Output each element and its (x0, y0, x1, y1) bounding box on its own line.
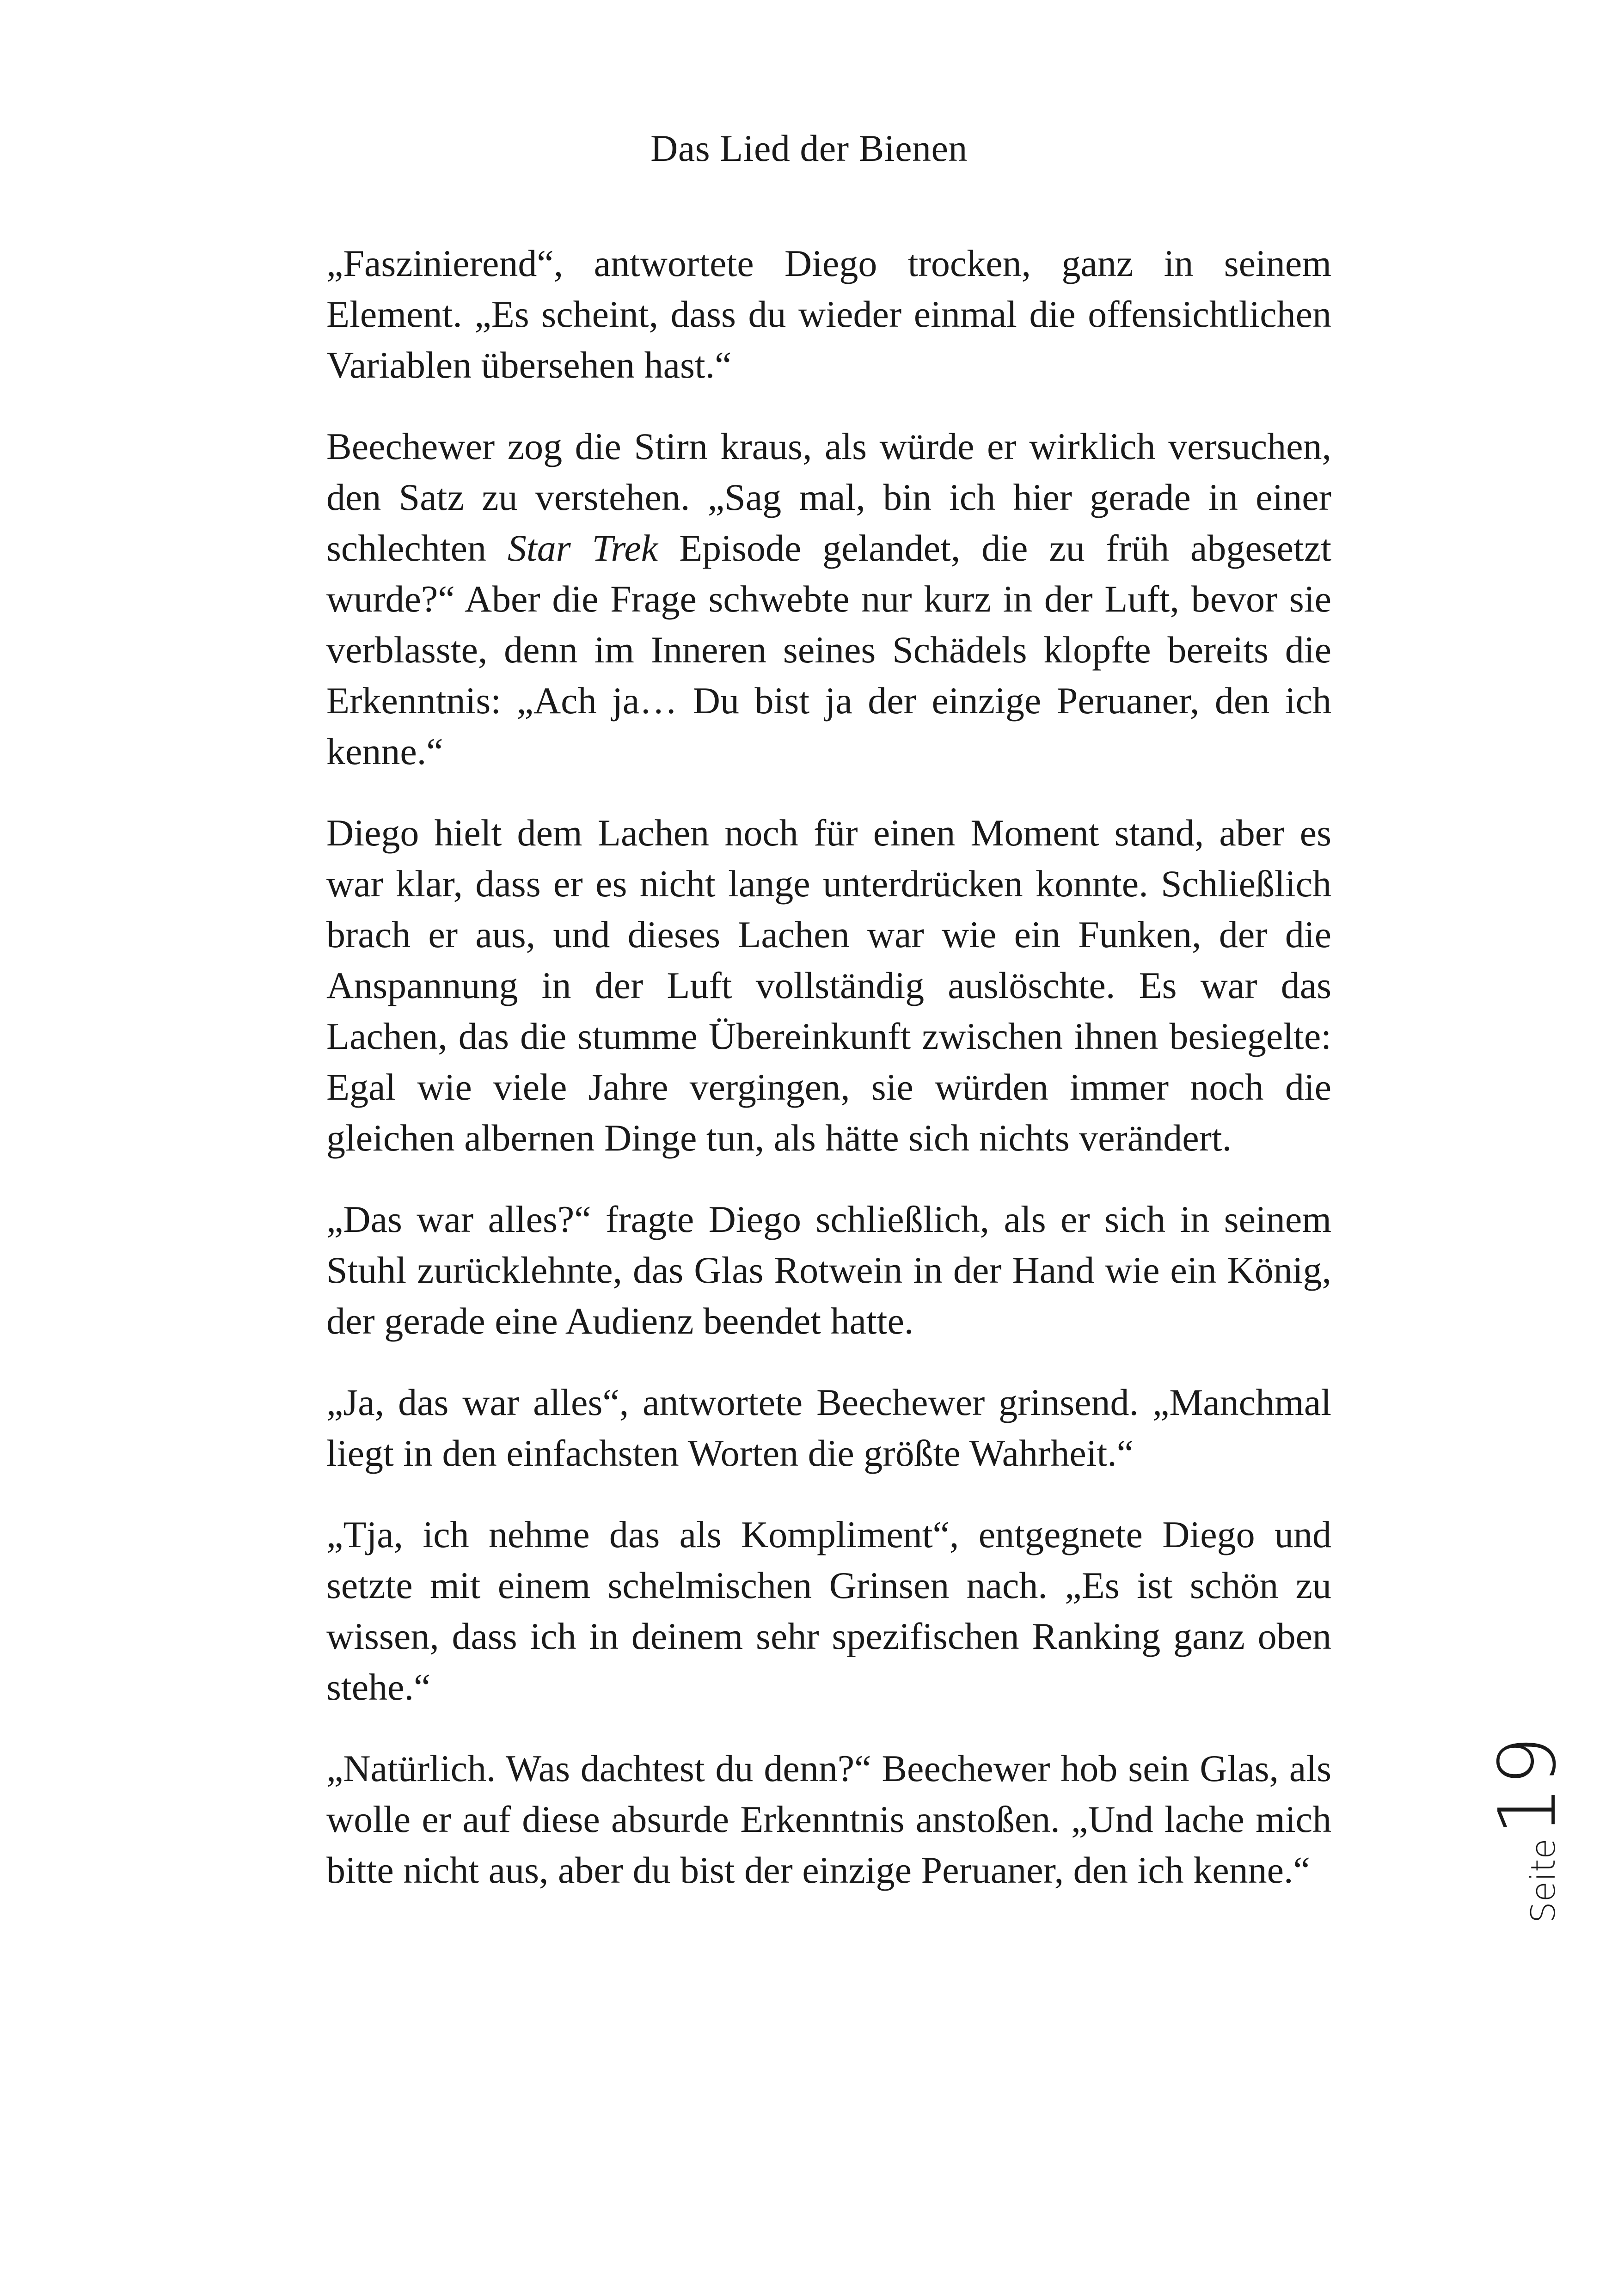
paragraph: Diego hielt dem Lachen noch für einen Moment stand, aber es war klar, dass er es nicht lange unterdrücken konnte. Schließlich brach er aus, und dieses Lachen war wie ein Funken, der die Anspannung in der Luft vollständig auslöschte. Es war das Lachen, das die stumme Übereinkunft zwischen ihnen besiegelte: Egal wie viele Jahre vergingen, sie würden immer noch die gleichen albernen Dinge tun, als hätte sich nichts verändert. (326, 812, 1331, 1159)
italic-title: Star Trek (507, 527, 658, 569)
paragraph: „Ja, das war alles“, antwortete Beechewer grinsend. „Manchmal liegt in den einfachsten Worten die größte Wahrheit.“ (326, 1381, 1331, 1474)
paragraph: „Das war alles?“ fragte Diego schließlich, als er sich in seinem Stuhl zurücklehnte, das Glas Rotwein in der Hand wie ein König, der gerade eine Audienz beendet hatte. (326, 1198, 1331, 1342)
paragraph: „Natürlich. Was dachtest du denn?“ Beechewer hob sein Glas, als wolle er auf diese absurde Erkenntnis anstoßen. „Und lache mich bitte nicht aus, aber du bist der einzige Peruaner, den ich kenne.“ (326, 1747, 1331, 1891)
paragraph: „Faszinierend“, antwortete Diego trocken, ganz in seinem Element. „Es scheint, dass du wieder einmal die offensichtlichen Variablen übersehen hast.“ (326, 242, 1331, 386)
page-number: 19 (1482, 1736, 1574, 1836)
running-header-title: Das Lied der Bienen (650, 127, 968, 169)
paragraph-text: Beechewer zog die Stirn kraus, als würde er wirklich versuchen, den Satz zu verstehen. „Sag mal, bin ich hier gerade in einer schlechten (326, 425, 1331, 569)
page-number-label (1482, 1736, 1574, 1923)
paragraph-text: Episode gelandet, die zu früh abgesetzt wurde?“ Aber die Frage schwebte nur kurz in der Luft, bevor sie verblasste, denn im Inneren seines Schädels klopfte bereits die Erkenntnis: „Ach ja… Du bist ja der einzige Peruaner, den ich kenne.“ (326, 527, 1332, 772)
paragraph: „Tja, ich nehme das als Kompliment“, entgegnete Diego und setzte mit einem schelmischen Grinsen nach. „Es ist schön zu wissen, dass ich in deinem sehr spezifischen Ranking ganz oben stehe.“ (326, 1513, 1331, 1708)
paragraph (326, 421, 1331, 777)
body-text (326, 238, 1331, 1926)
page-word: Seite (1524, 1838, 1563, 1923)
